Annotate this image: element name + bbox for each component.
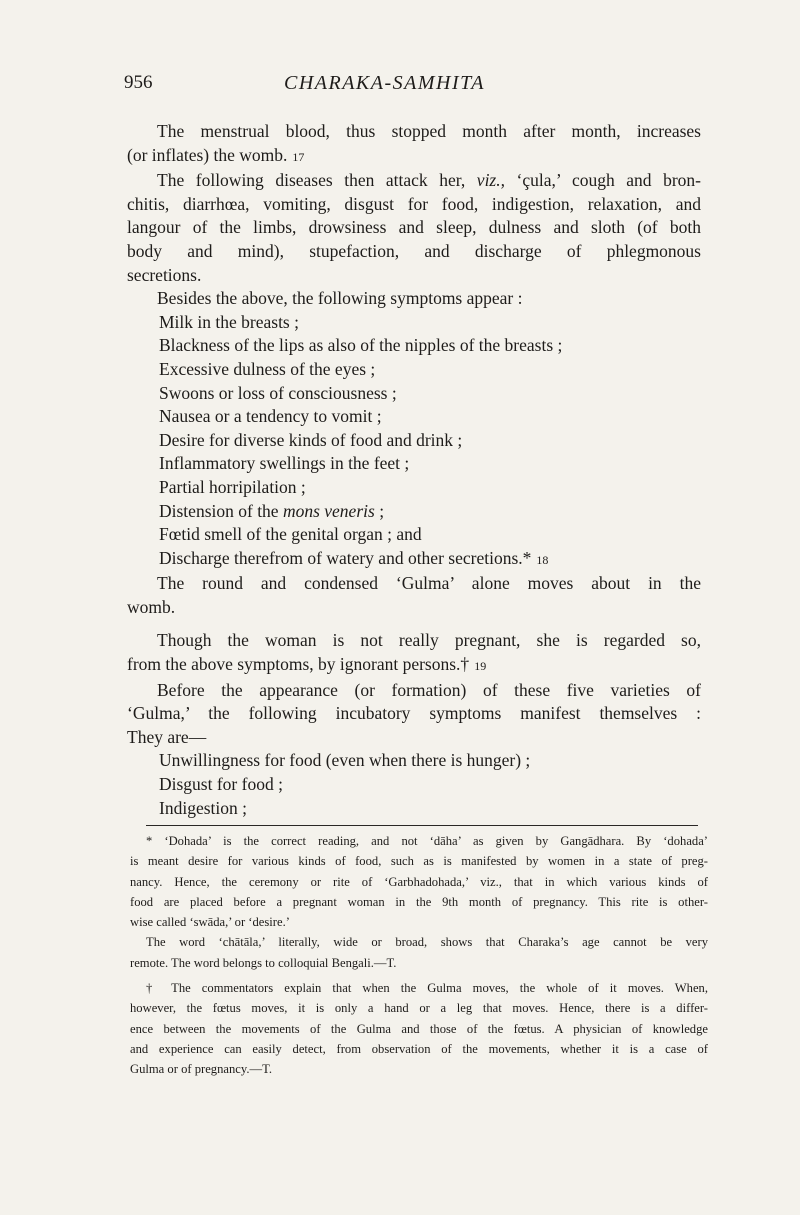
text-line: Before the appearance (or formation) of these five varieties of bbox=[157, 679, 701, 700]
text-line: chitis, diarrhœa, vomiting, disgust for food, indigestion, relaxation, and bbox=[127, 193, 701, 214]
symptom-list bbox=[127, 311, 701, 573]
footnote-line: The word ‘chātāla,’ literally, wide or broad, shows that Charaka’s age cannot be very bbox=[146, 935, 708, 950]
verse-number: 17 bbox=[292, 149, 305, 164]
italic-term: mons veneris bbox=[282, 500, 375, 521]
text-line: The round and condensed ‘Gulma’ alone moves about in the bbox=[157, 573, 701, 594]
list-item: Milk in the breasts ; bbox=[159, 311, 299, 332]
text-line: womb. bbox=[127, 596, 176, 617]
footnote-line: and experience can easily detect, from observation of the movements, whether it is a case of bbox=[130, 1041, 708, 1056]
text-line: from the above symptoms, by ignorant persons.† 19 bbox=[127, 654, 487, 675]
footnote-line: remote. The word belongs to colloquial Bengali.—T. bbox=[130, 955, 397, 970]
footnotes bbox=[130, 831, 708, 1080]
text-line: Though the woman is not really pregnant, she is regarded so, bbox=[157, 630, 701, 651]
text-line: ‘Gulma,’ the following incubatory symptoms manifest themselves : bbox=[127, 703, 701, 724]
list-item: Inflammatory swellings in the feet ; bbox=[159, 453, 410, 474]
verse-number: 19 bbox=[474, 659, 487, 674]
footnote-line: food are placed before a pregnant woman in the 9th month of pregnancy. This rite is other- bbox=[130, 894, 708, 909]
footnote-divider bbox=[146, 825, 698, 826]
main-text bbox=[127, 120, 701, 820]
text-line: (or inflates) the womb. 17 bbox=[127, 144, 305, 165]
list-item: Blackness of the lips as also of the nipples of the breasts ; bbox=[159, 335, 563, 356]
text-line: langour of the limbs, drowsiness and sleep, dulness and sloth (of both bbox=[127, 217, 701, 238]
footnote-line: nancy. Hence, the ceremony or rite of ‘Garbhadohada,’ viz., that in which various kinds of bbox=[130, 874, 708, 889]
list-item: Discharge therefrom of watery and other secretions.* 18 bbox=[159, 547, 549, 568]
footnote-line: is meant desire for various kinds of food, such as is manifested by women in a state of preg- bbox=[130, 854, 708, 869]
footnote-line: Gulma or of pregnancy.—T. bbox=[130, 1062, 272, 1077]
list-item: Disgust for food ; bbox=[159, 774, 283, 795]
list-item: Swoons or loss of consciousness ; bbox=[159, 382, 397, 403]
text-line: secretions. bbox=[127, 264, 202, 285]
running-title: CHARAKA-SAMHITA bbox=[284, 72, 485, 94]
list-item: Excessive dulness of the eyes ; bbox=[159, 358, 376, 379]
text-line: The menstrual blood, thus stopped month after month, increases bbox=[157, 121, 701, 141]
footnote-line: ence between the movements of the Gulma and those of the fœtus. A physician of knowledge bbox=[130, 1021, 708, 1036]
footnote-line: wise called ‘swāda,’ or ‘desire.’ bbox=[130, 915, 290, 930]
list-item: Partial horripilation ; bbox=[159, 476, 306, 497]
footnote-line: however, the fœtus moves, it is only a hand or a leg that moves. Hence, there is a differ- bbox=[130, 1001, 708, 1016]
incubatory-symptom-list bbox=[127, 749, 701, 820]
list-item: Distension of the mons veneris ; bbox=[159, 500, 385, 521]
text-line: The following diseases then attack her, viz., ‘çula,’ cough and bron- bbox=[157, 170, 701, 191]
footnote-line: * ‘Dohada’ is the correct reading, and not ‘dāha’ as given by Gangādhara. By ‘dohada’ bbox=[146, 834, 708, 848]
text-line: body and mind), stupefaction, and discharge of phlegmonous bbox=[127, 240, 701, 261]
list-item: Indigestion ; bbox=[159, 797, 247, 818]
italic-term: viz., bbox=[476, 170, 505, 191]
text-line: They are— bbox=[127, 726, 207, 747]
verse-number: 18 bbox=[536, 552, 549, 567]
page-number: 956 bbox=[124, 72, 153, 93]
list-item: Fœtid smell of the genital organ ; and bbox=[159, 524, 422, 545]
list-item: Nausea or a tendency to vomit ; bbox=[159, 406, 382, 427]
running-header bbox=[124, 72, 704, 98]
list-item: Unwillingness for food (even when there is hunger) ; bbox=[159, 750, 531, 771]
list-item: Desire for diverse kinds of food and drink ; bbox=[159, 429, 463, 450]
footnote-line: † The commentators explain that when the Gulma moves, the whole of it moves. When, bbox=[146, 981, 708, 996]
text-line: Besides the above, the following symptoms appear : bbox=[157, 288, 523, 309]
